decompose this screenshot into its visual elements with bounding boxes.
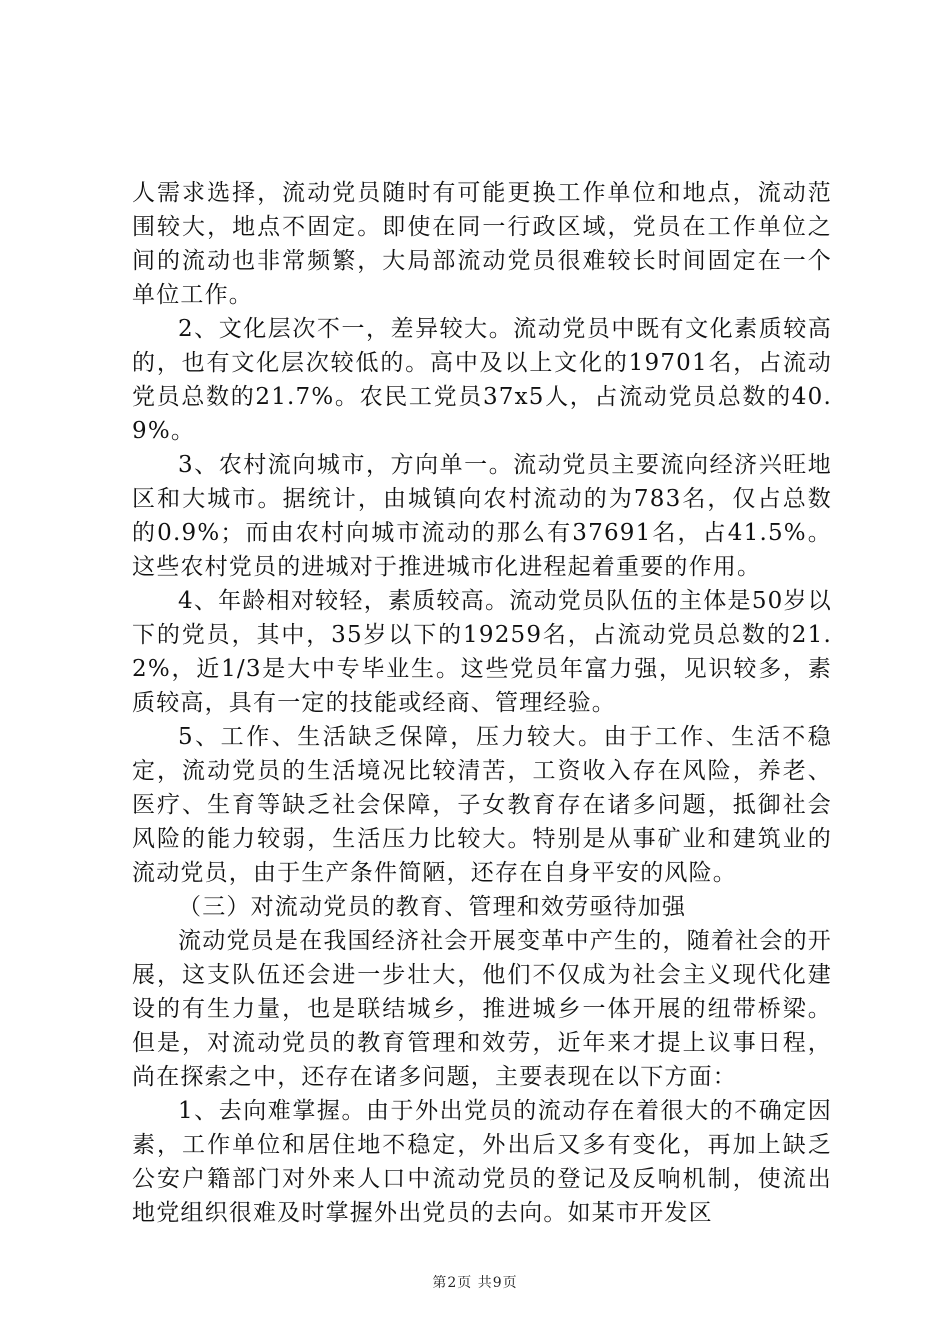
paragraph-education-level: 2、文化层次不一，差异较大。流动党员中既有文化素质较高的，也有文化层次较低的。高中及以上文化的19701名，占流动党员总数的21.7%。农民工党员37x5人，占流动党员总数的40.9%。 [132,316,832,444]
document-body [132,176,832,1230]
paragraph-whereabouts: 1、去向难掌握。由于外出党员的流动存在着很大的不确定因素，工作单位和居住地不稳定，外出后又多有变化，再加上缺乏公安户籍部门对外来人口中流动党员的登记及反响机制，使流出地党组织很难及时掌握外出党员的去向。如某市开发区 [132,1098,832,1226]
section-heading: （三）对流动党员的教育、管理和效劳亟待加强 [178,894,687,920]
page-number-footer: 第2页 共9页 [432,1275,518,1291]
paragraph-section-intro: 流动党员是在我国经济社会开展变革中产生的，随着社会的开展，这支队伍还会进一步壮大，他们不仅成为社会主义现代化建设的有生力量，也是联结城乡，推进城乡一体开展的纽带桥梁。但是，对流动党员的教育管理和效劳，近年来才提上议事日程，尚在探索之中，还存在诸多问题，主要表现在以下方面： [132,928,832,1090]
paragraph-age-quality: 4、年龄相对较轻，素质较高。流动党员队伍的主体是50岁以下的党员，其中，35岁以下的19259名，占流动党员总数的21.2%，近1/3是大中专毕业生。这些党员年富力强，见识较多，素质较高，具有一定的技能或经商、管理经验。 [132,588,832,716]
paragraph-continuation: 人需求选择，流动党员随时有可能更换工作单位和地点，流动范围较大，地点不固定。即使在同一行政区域，党员在工作单位之间的流动也非常频繁，大局部流动党员很难较长时间固定在一个单位工作。 [132,180,832,308]
paragraph-lack-of-security: 5、工作、生活缺乏保障，压力较大。由于工作、生活不稳定，流动党员的生活境况比较清苦，工资收入存在风险，养老、医疗、生育等缺乏社会保障，子女教育存在诸多问题，抵御社会风险的能力较弱，生活压力比较大。特别是从事矿业和建筑业的流动党员，由于生产条件简陋，还存在自身平安的风险。 [132,724,832,886]
paragraph-rural-to-urban: 3、农村流向城市，方向单一。流动党员主要流向经济兴旺地区和大城市。据统计，由城镇向农村流动的为783名，仅占总数的0.9%；而由农村向城市流动的那么有37691名，占41.5%。这些农村党员的进城对于推进城市化进程起着重要的作用。 [132,452,832,580]
